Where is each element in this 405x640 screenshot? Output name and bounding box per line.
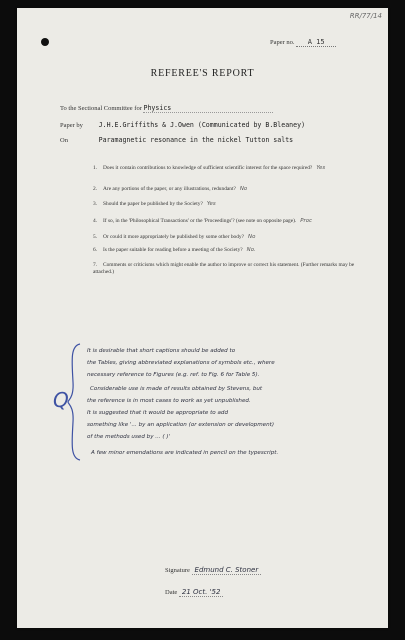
committee-label: To the Sectional Committee for [60,105,142,112]
committee-row [60,104,273,113]
signature-row [165,566,261,575]
question-number: 7. [93,262,98,268]
question-text: If so, in the 'Philosophical Transactions' or the 'Proceedings'? (see note on opposite page). [103,218,297,224]
subject-value: Paramagnetic resonance in the nickel Tutton salts [98,136,294,144]
signature-value: Edmund C. Stoner [192,566,262,575]
margin-q-mark: Q [53,388,69,412]
question-number: 1. [93,165,98,171]
question-text: Comments or criticisms which might enable the author to improve or correct his statement. (Further remarks may be attached.) [93,262,355,276]
comment-line: It is desirable that short captions should be added to [87,348,236,354]
question-item [93,186,357,193]
date-row [165,588,223,597]
question-item [93,262,357,276]
subject-row [60,136,293,144]
question-number: 2. [93,186,98,192]
comment-line: the reference is in most cases to work as yet unpublished. [87,398,251,404]
question-item [93,165,357,172]
punch-hole [41,38,49,46]
question-answer: No [248,234,256,240]
question-number: 5. [93,234,98,240]
paper-number-value: A 15 [296,38,336,47]
question-answer: Proc [300,218,313,224]
question-number: 3. [93,201,98,207]
report-page [17,8,388,628]
comment-line: A few minor emendations are indicated in pencil on the typescript. [91,450,279,456]
archive-reference: RR/77/14 [349,12,382,20]
question-number: 6. [93,247,98,253]
question-text: Should the paper be published by the Society? [103,201,203,207]
comment-line: something like '... by an application (or extension or development) [87,422,275,428]
question-item [93,247,357,254]
paper-number-label: Paper no. [270,39,295,46]
question-answer: Yes [316,165,326,171]
question-text: Are any portions of the paper, or any illustrations, redundant? [103,186,236,192]
comment-line: the Tables, giving abbreviated explanations of symbols etc., where [87,360,275,366]
date-value: 21 Oct. '52 [179,588,224,597]
comment-line: Considerable use is made of results obtained by Stevens, but [90,386,263,392]
question-answer: No [239,186,248,192]
date-label: Date [165,589,178,596]
question-item [93,218,357,225]
subject-label: On [60,137,68,144]
question-item [93,201,357,208]
question-text: Or could it more appropriately be published by some other body? [103,234,245,240]
paper-by-row [60,121,305,129]
signature-label: Signature [165,567,190,574]
question-number: 4. [93,218,98,224]
page-title: REFEREE'S REPORT [150,68,255,79]
question-answer: No. [246,247,256,253]
paper-number [270,38,336,47]
question-item [93,234,357,241]
question-text: Is the paper suitable for reading before a meeting of the Society? [103,247,243,253]
comment-line: It is suggested that it would be appropriate to add [87,410,229,416]
comment-line: of the methods used by ... ( )' [87,434,171,440]
question-answer: Yes [206,201,216,207]
question-text: Does it contain contributions to knowledge of sufficient scientific interest for the space required? [103,165,313,171]
paper-by-label: Paper by [60,122,83,129]
paper-by-value: J.H.E.Griffiths & J.Owen (Communicated by B.Bleaney) [98,121,306,129]
committee-value: Physics [143,104,172,112]
comment-line: necessary reference to Figures (e.g. ref. to Fig. 6 for Table 5). [87,372,260,378]
